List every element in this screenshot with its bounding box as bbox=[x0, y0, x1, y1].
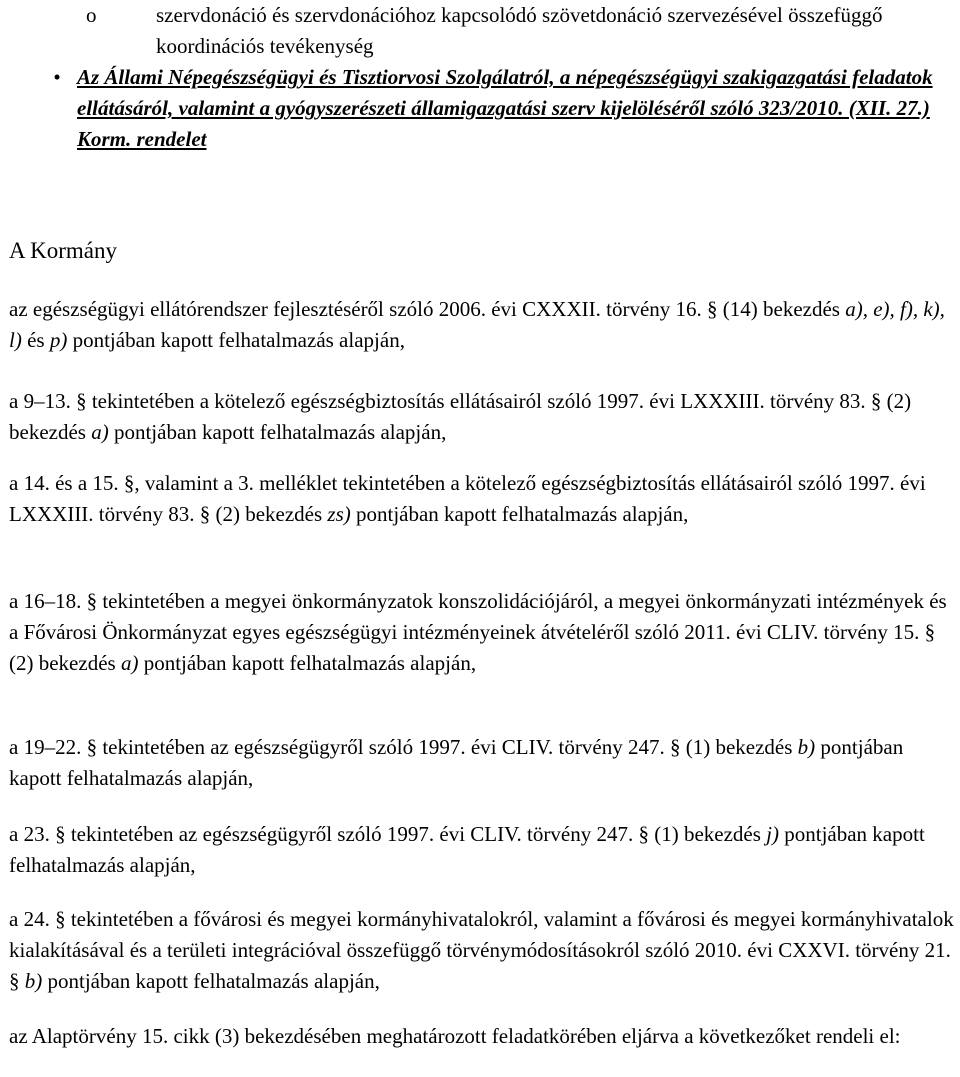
sub-list-item bbox=[86, 0, 952, 62]
paragraph-8: az Alaptörvény 15. cikk (3) bekezdésében meghatározott feladatkörében eljárva a következőket rendeli el: bbox=[9, 1024, 901, 1048]
bullet-list-item bbox=[0, 62, 955, 155]
sub-list-item-text: szervdonáció és szervdonációhoz kapcsolódó szövetdonáció szervezésével összefüggő koordinációs tevékenység bbox=[156, 3, 883, 58]
paragraph-6: a 23. § tekintetében az egészségügyről szóló 1997. évi CLIV. törvény 247. § (1) bekezdés j) pontjában kapott felhatalmazás alapján, bbox=[9, 822, 925, 877]
circle-bullet-icon: o bbox=[86, 3, 97, 27]
paragraph-1: az egészségügyi ellátórendszer fejlesztéséről szóló 2006. évi CXXXII. törvény 16. § (14) bekezdés a), e), f), k), l) és p) pontjában kapott felhatalmazás alapján, bbox=[9, 297, 945, 352]
paragraph-7: a 24. § tekintetében a fővárosi és megyei kormányhivatalokról, valamint a fővárosi és megyei kormányhivatalok kialakításával és a területi integrációval összefüggő törvénymódosításokról szóló 2010. évi CXXVI. törvény 21. § b) pontjában kapott felhatalmazás alapján, bbox=[9, 907, 954, 993]
paragraph-4: a 16–18. § tekintetében a megyei önkormányzatok konszolidációjáról, a megyei önkormányzati intézmények és a Fővárosi Önkormányzat egyes egészségügyi intézményeinek átvételéről szóló 2011. évi CLIV. törvény 15. § (2) bekezdés a) pontjában kapott felhatalmazás alapján, bbox=[9, 589, 947, 675]
bullet-icon: • bbox=[53, 65, 61, 89]
paragraph-2: a 9–13. § tekintetében a kötelező egészségbiztosítás ellátásairól szóló 1997. évi LXXXIII. törvény 83. § (2) bekezdés a) pontjában kapott felhatalmazás alapján, bbox=[9, 389, 912, 444]
regulation-link[interactable]: Az Állami Népegészségügyi és Tisztiorvosi Szolgálatról, a népegészségügyi szakigazgatási feladatok ellátásáról, valamint a gyógyszerészeti államigazgatási szerv kijelöléséről szóló 323/2010. (XII. 27.) Korm. rendelet bbox=[77, 65, 933, 151]
paragraph-3: a 14. és a 15. §, valamint a 3. melléklet tekintetében a kötelező egészségbiztosítás ellátásairól szóló 1997. évi LXXXIII. törvény 83. § (2) bekezdés zs) pontjában kapott felhatalmazás alapján, bbox=[9, 471, 926, 526]
paragraph-5: a 19–22. § tekintetében az egészségügyről szóló 1997. évi CLIV. törvény 247. § (1) bekezdés b) pontjában kapott felhatalmazás alapján, bbox=[9, 735, 904, 790]
heading-a-kormany: A Kormány bbox=[9, 238, 117, 263]
